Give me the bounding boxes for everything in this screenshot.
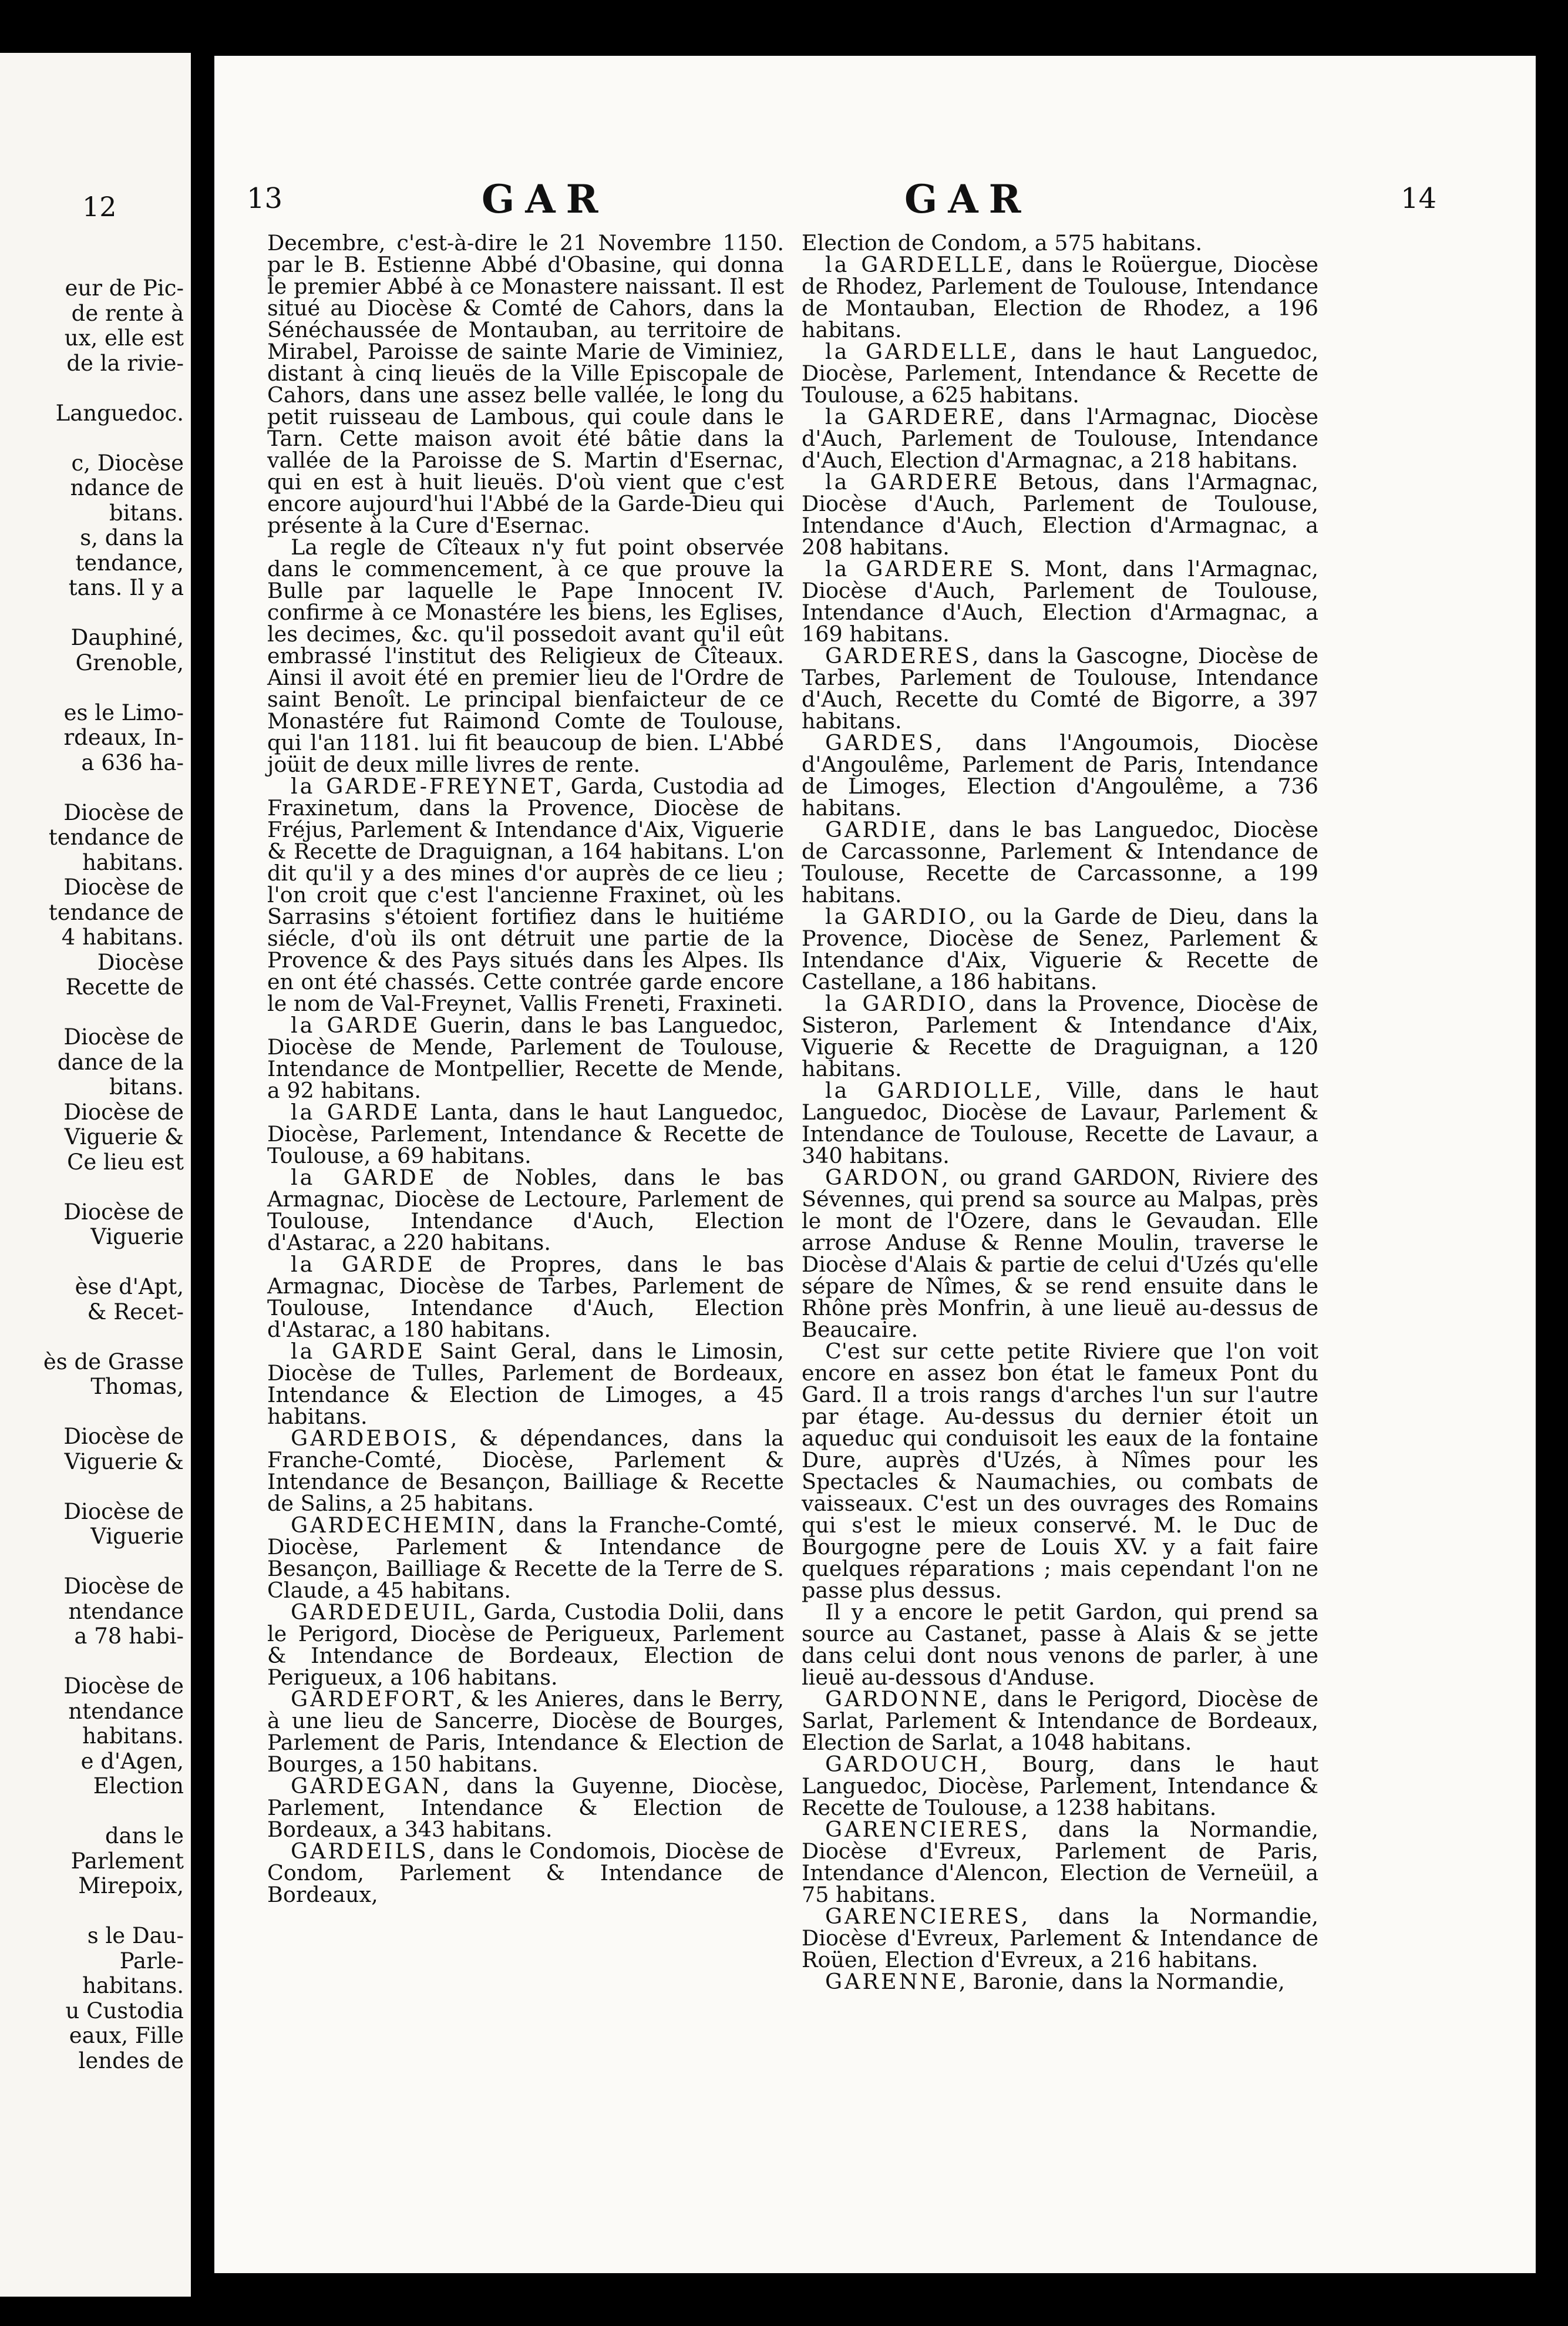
previous-page-line: Thomas, — [90, 1374, 184, 1399]
entry-text: La regle de Cîteaux n'y fut point observée dans le commencement, à ce que prouve la Bulle par laquelle le Pape Innocent IV. confirme à ce Monastére les biens, les Eglises, les decimes, &c. qu'il possedoit avant qu'il eût embrassé l'institut des Religieux de Cîteaux. Ainsi il avoit été en premier lieu de l'Ordre de saint Benoît. Le principal bienfaicteur de ce Monastére fut Raimond Comte de Toulouse, qui l'an 1181. lui fit beaucoup de bien. L'Abbé joüit de deux mille livres de rente. — [267, 535, 784, 777]
book-gutter — [191, 0, 214, 2326]
previous-page-line: s, dans la — [80, 525, 184, 550]
entry-headword: GARDEILS — [291, 1838, 429, 1864]
entry-headword: la GARDIOLLE — [825, 1078, 1035, 1103]
entry-text: Lanta, dans le haut Languedoc, Diocèse, Parlement, Intendance & Recette de Toulouse, a 69 habitans. — [267, 1100, 784, 1168]
previous-page-line — [0, 426, 191, 451]
dictionary-entry — [802, 1971, 1318, 1992]
dictionary-entry — [802, 819, 1318, 906]
previous-page-line — [0, 1250, 191, 1275]
entry-headword: GARDIE — [825, 817, 930, 842]
entry-headword: GARDECHEMIN — [291, 1512, 499, 1538]
column-left — [267, 232, 784, 1905]
dictionary-entry — [267, 1775, 784, 1840]
entry-headword: la GARDE — [291, 1339, 425, 1364]
previous-page-line: Diocèse de — [63, 875, 184, 900]
previous-page-line: tans. Il y a — [68, 575, 184, 600]
previous-page-line: Diocèse de — [63, 1024, 184, 1050]
previous-page-line: Election — [93, 1773, 184, 1799]
entry-headword: GARDONNE — [825, 1686, 981, 1712]
entry-text: , & les Anieres, dans le Berry, à une lieu de Sancerre, Diocèse de Bourges, Parlement de Paris, Intendance & Election de Bourges, a 150 habitans. — [267, 1686, 784, 1777]
entry-headword: GARDEGAN — [291, 1773, 443, 1799]
previous-page-line: Viguerie & — [64, 1124, 184, 1149]
previous-page-line: dans le — [105, 1823, 184, 1848]
previous-page-line: Viguerie — [90, 1524, 184, 1549]
previous-page-line: u Custodia — [65, 1998, 184, 2024]
entry-headword: la GARDELLE — [825, 252, 1006, 277]
entry-text: , dans le Perigord, Diocèse de Sarlat, Parlement & Intendance de Bordeaux, Election de Sarlat, a 1048 habitans. — [802, 1686, 1318, 1755]
running-head-right: GAR — [904, 176, 1032, 222]
entry-headword: la GARDERE — [825, 404, 998, 429]
previous-page-line: a 78 habi- — [74, 1624, 184, 1649]
previous-page-line: ntendance — [68, 1698, 184, 1724]
dictionary-entry — [267, 1101, 784, 1167]
entry-headword: la GARDE — [291, 1165, 437, 1190]
dictionary-entry — [267, 1253, 784, 1340]
dictionary-entry — [802, 1819, 1318, 1905]
dictionary-entry — [267, 1340, 784, 1427]
dictionary-entry — [802, 645, 1318, 732]
previous-page-line: 4 habitans. — [61, 925, 184, 950]
entry-text: , dans l'Armagnac, Diocèse d'Auch, Parlement de Toulouse, Intendance d'Auch, Election d'Armagnac, a 218 habitans. — [802, 404, 1318, 473]
previous-page-number: 12 — [82, 191, 117, 223]
previous-page-line: Viguerie & — [64, 1448, 184, 1474]
previous-page-line — [0, 1474, 191, 1500]
page-number-right: 14 — [1401, 182, 1437, 215]
previous-page-line: Languedoc. — [55, 400, 184, 426]
entry-text: , dans la Guyenne, Diocèse, Parlement, Intendance & Election de Bordeaux, a 343 habitans. — [267, 1773, 784, 1842]
previous-page-line: de la rivie- — [66, 350, 184, 376]
previous-page-line: e d'Agen, — [80, 1748, 184, 1774]
previous-page-line — [0, 376, 191, 401]
entry-text: , dans la Franche-Comté, Diocèse, Parlement & Intendance de Besançon, Bailliage & Recette de la Terre de S. Claude, a 45 habitans. — [267, 1512, 784, 1603]
previous-page-fragment — [0, 53, 191, 2297]
entry-headword: GARDEFORT — [291, 1686, 456, 1712]
entry-headword: GARDON — [825, 1165, 942, 1190]
previous-page-line: ndance de — [70, 475, 184, 500]
previous-page-line: Mirepoix, — [78, 1873, 184, 1898]
previous-page-line: de rente à — [71, 300, 184, 326]
previous-page-line — [0, 1400, 191, 1425]
entry-headword: GARDEDEUIL — [291, 1599, 470, 1625]
dictionary-entry — [802, 558, 1318, 645]
previous-page-line: Viguerie — [90, 1224, 184, 1249]
entry-headword: la GARDE — [291, 1013, 420, 1038]
dictionary-entry — [802, 1601, 1318, 1688]
previous-page-line: Recette de — [65, 974, 184, 1000]
entry-text: S. Mont, dans l'Armagnac, Diocèse d'Auch, Parlement de Toulouse, Intendance d'Auch, Election d'Armagnac, a 169 habitans. — [802, 556, 1318, 647]
dictionary-entry — [802, 1080, 1318, 1167]
page-number-left: 13 — [247, 182, 283, 215]
entry-text: , dans la Normandie, Diocèse d'Evreux, Parlement de Paris, Intendance d'Alencon, Election de Verneüil, a 75 habitans. — [802, 1817, 1318, 1907]
entry-text: Guerin, dans le bas Languedoc, Diocèse de Mende, Parlement de Toulouse, Intendance de Montpellier, Recette de Mende, a 92 habitans. — [267, 1013, 784, 1103]
entry-text: , ou la Garde de Dieu, dans la Provence, Diocèse de Senez, Parlement & Intendance d'Aix, Viguerie & Recette de Castellane, a 186 habitans. — [802, 904, 1318, 994]
previous-page-line: s le Dau- — [87, 1923, 184, 1948]
previous-page-line: Diocèse — [97, 949, 184, 975]
dictionary-entry — [802, 1167, 1318, 1340]
entry-text: , Baronie, dans la Normandie, — [959, 1969, 1285, 1994]
previous-page-line — [0, 1899, 191, 1924]
previous-page-line: èse d'Apt, — [75, 1274, 184, 1299]
entry-text: , dans la Normandie, Diocèse d'Evreux, Parlement & Intendance de Roüen, Election d'Evreux, a 216 habitans. — [802, 1904, 1318, 1972]
previous-page-line — [0, 1175, 191, 1200]
previous-page-line: es le Limo- — [63, 700, 184, 725]
previous-page-line — [0, 1549, 191, 1575]
previous-page-line: tendance, — [75, 550, 184, 576]
dictionary-entry — [802, 341, 1318, 406]
previous-page-line — [0, 1325, 191, 1350]
dictionary-entry — [267, 1427, 784, 1514]
previous-page-line — [0, 601, 191, 626]
dictionary-entry — [267, 775, 784, 1014]
previous-page-line: c, Diocèse — [71, 450, 184, 476]
dictionary-entry — [802, 232, 1318, 254]
entry-text: , dans le Condomois, Diocèse de Condom, Parlement & Intendance de Bordeaux, — [267, 1838, 784, 1907]
dictionary-entry — [802, 406, 1318, 471]
entry-text: C'est sur cette petite Riviere que l'on voit encore en assez bon état le fameux Pont du Gard. Il a trois rangs d'arches l'un sur l'autre par étage. Au-dessus du dernier étoit un aqueduc qui conduisoit les eaux de la fontaine Dure, auprès d'Uzés, à Nîmes pour les Spectacles & Naumachies, ou combats de vaisseaux. C'est un des ouvrages des Romains qui s'est le mieux conservé. M. le Duc de Bourgogne pere de Louis XV. y a fait faire quelques réparations ; mais cependant l'on ne passe plus dessus. — [802, 1339, 1318, 1603]
previous-page-line — [0, 775, 191, 801]
dictionary-entry — [267, 1514, 784, 1601]
entry-headword: GARENNE — [825, 1969, 960, 1994]
entry-text: , dans la Gascogne, Diocèse de Tarbes, Parlement de Toulouse, Intendance d'Auch, Recette du Comté de Bigorre, a 397 habitans. — [802, 643, 1318, 734]
previous-page-line — [0, 1649, 191, 1675]
previous-page-line: Diocèse de — [63, 1099, 184, 1125]
entry-text: , Garda, Custodia ad Fraxinetum, dans la Provence, Diocèse de Fréjus, Parlement & Intendance d'Aix, Viguerie & Recette de Draguignan, a 164 habitans. L'on dit qu'il y a des mines d'or auprès de ce lieu ; l'on croit que c'est l'ancienne Fraxinet, où les Sarrasins s'étoient fortifiez dans le huitiéme siécle, d'où ils ont détruit une partie de la Provence & des Pays situés dans les Alpes. Ils en ont été chassés. Cette contrée garde encore le nom de Val-Freynet, Vallis Freneti, Fraxineti. — [267, 774, 784, 1016]
entry-text: Saint Geral, dans le Limosin, Diocèse de Tulles, Parlement de Bordeaux, Intendance & Election de Limoges, a 45 habitans. — [267, 1339, 784, 1429]
entry-headword: GARENCIERES — [825, 1817, 1021, 1842]
previous-page-line: bitans. — [109, 500, 184, 526]
entry-headword: GARDES — [825, 730, 936, 755]
previous-page-line: tendance de — [48, 899, 184, 925]
entry-text: , & dépendances, dans la Franche-Comté, Diocèse, Parlement & Intendance de Besançon, Bailliage & Recette de Salins, a 25 habitans. — [267, 1426, 784, 1516]
previous-page-line: ès de Grasse — [43, 1349, 184, 1374]
dictionary-entry — [267, 1014, 784, 1101]
previous-page-line — [0, 675, 191, 701]
previous-page-line — [0, 1799, 191, 1824]
entry-text: , Ville, dans le haut Languedoc, Diocèse de Lavaur, Parlement & Intendance de Toulouse, Recette de Lavaur, a 340 habitans. — [802, 1078, 1318, 1168]
entry-headword: la GARDIO — [825, 991, 969, 1016]
dictionary-entry — [267, 1688, 784, 1775]
entry-text: , dans la Provence, Diocèse de Sisteron, Parlement & Intendance d'Aix, Viguerie & Recette de Draguignan, a 120 habitans. — [802, 991, 1318, 1081]
previous-page-line: ntendance — [68, 1598, 184, 1624]
previous-page-line: Grenoble, — [75, 650, 184, 675]
dictionary-entry — [802, 732, 1318, 819]
book-spread-page — [214, 56, 1536, 2273]
previous-page-line: habitans. — [82, 849, 184, 875]
entry-text: Decembre, c'est-à-dire le 21 Novembre 1150. par le B. Estienne Abbé d'Obasine, qui donna le premier Abbé à ce Monastere naissant. Il est situé au Diocèse & Comté de Cahors, dans la Sénéchaussée de Montauban, au territoire de Mirabel, Paroisse de sainte Marie de Viminiez, distant à cinq lieuës de la Ville Episcopale de Cahors, dans une assez belle vallée, le long du petit ruisseau de Lambous, qui coule dans le Tarn. Cette maison avoit été bâtie dans la vallée de la Paroisse de S. Martin d'Esernac, qui en est à huit lieuës. D'où vient que c'est encore aujourd'hui l'Abbé de la Garde-Dieu qui présente à la Cure d'Esernac. — [267, 230, 784, 538]
previous-page-line: habitans. — [82, 1973, 184, 1998]
entry-text: , Garda, Custodia Dolii, dans le Perigord, Diocèse de Perigueux, Parlement & Intendance de Bordeaux, Election de Perigueux, a 106 habitans. — [267, 1599, 784, 1690]
entry-text: , dans le bas Languedoc, Diocèse de Carcassonne, Parlement & Intendance de Toulouse, Recette de Carcassonne, a 199 habitans. — [802, 817, 1318, 907]
dictionary-entry — [267, 1167, 784, 1253]
previous-page-line: eur de Pic- — [65, 275, 184, 301]
previous-page-line: Parle- — [119, 1948, 184, 1974]
previous-page-line: Parlement — [70, 1848, 184, 1874]
dictionary-entry — [267, 1601, 784, 1688]
previous-page-line: Diocèse de — [63, 1673, 184, 1699]
entry-headword: GARDOUCH — [825, 1752, 981, 1777]
dictionary-entry — [267, 232, 784, 536]
previous-page-line: Diocèse de — [63, 1424, 184, 1449]
previous-page-line: bitans. — [109, 1074, 184, 1100]
previous-page-line: & Recet- — [87, 1299, 184, 1325]
dictionary-entry — [802, 1340, 1318, 1601]
column-right — [802, 232, 1318, 1992]
entry-headword: GARENCIERES — [825, 1904, 1021, 1929]
dictionary-entry — [802, 471, 1318, 558]
entry-text: de Nobles, dans le bas Armagnac, Diocèse de Lectoure, Parlement de Toulouse, Intendance d'Auch, Election d'Astarac, a 220 habitans. — [267, 1165, 784, 1255]
entry-headword: la GARDE — [291, 1100, 420, 1125]
previous-page-line: Diocèse de — [63, 1199, 184, 1225]
entry-text: , dans l'Angoumois, Diocèse d'Angoulême, Parlement de Paris, Intendance de Limoges, Election d'Angoulême, a 736 habitans. — [802, 730, 1318, 821]
previous-page-text — [0, 276, 191, 2073]
entry-text: Election de Condom, a 575 habitans. — [802, 230, 1203, 256]
entry-headword: GARDERES — [825, 643, 973, 668]
dictionary-entry — [802, 254, 1318, 341]
dictionary-entry — [802, 1905, 1318, 1971]
previous-page-line: dance de la — [57, 1049, 184, 1075]
entry-text: , dans le haut Languedoc, Diocèse, Parlement, Intendance & Recette de Toulouse, a 625 habitans. — [802, 339, 1318, 408]
previous-page-line: lendes de — [78, 2048, 184, 2073]
previous-page-line: Ce lieu est — [67, 1149, 184, 1175]
entry-headword: la GARDELLE — [825, 339, 1010, 364]
previous-page-line: Diocèse de — [63, 1574, 184, 1599]
dictionary-entry — [267, 1840, 784, 1905]
dictionary-entry — [267, 536, 784, 775]
entry-headword: la GARDE-FREYNET — [291, 774, 556, 799]
running-head-left: GAR — [482, 176, 609, 222]
dictionary-entry — [802, 906, 1318, 993]
entry-text: , dans le Roüergue, Diocèse de Rhodez, Parlement de Toulouse, Intendance de Montauban, Election de Rhodez, a 196 habitans. — [802, 252, 1318, 342]
previous-page-line: tendance de — [48, 825, 184, 850]
dictionary-entry — [802, 1753, 1318, 1819]
entry-text: Betous, dans l'Armagnac, Diocèse d'Auch, Parlement de Toulouse, Intendance d'Auch, Election d'Armagnac, a 208 habitans. — [802, 469, 1318, 560]
dictionary-entry — [802, 993, 1318, 1080]
previous-page-line: ux, elle est — [64, 325, 184, 351]
previous-page-line: a 636 ha- — [81, 749, 184, 775]
entry-headword: la GARDIO — [825, 904, 969, 929]
entry-headword: la GARDE — [291, 1252, 435, 1277]
entry-text: de Propres, dans le bas Armagnac, Diocèse de Tarbes, Parlement de Toulouse, Intendance d'Auch, Election d'Astarac, a 180 habitans. — [267, 1252, 784, 1342]
entry-text: , ou grand GARDON, Riviere des Sévennes, qui prend sa source au Malpas, près le mont de l'Ozere, dans le Gevaudan. Elle arrose Anduse & Renne Moulin, traverse le Diocèse d'Alais & partie de celui d'Uzés qu'elle sépare de Nîmes, & se rend ensuite dans le Rhône près Monfrin, à une lieuë au-dessus de Beaucaire. — [802, 1165, 1318, 1342]
entry-text: Il y a encore le petit Gardon, qui prend sa source au Castanet, passe à Alais & se jette dans celui dont nous venons de parler, à une lieuë au-dessous d'Anduse. — [802, 1599, 1318, 1690]
previous-page-line: Dauphiné, — [70, 625, 184, 650]
entry-headword: GARDEBOIS — [291, 1426, 450, 1451]
entry-text: , Bourg, dans le haut Languedoc, Diocèse, Parlement, Intendance & Recette de Toulouse, a 1238 habitans. — [802, 1752, 1318, 1820]
previous-page-line — [0, 1000, 191, 1026]
previous-page-line: eaux, Fille — [69, 2023, 184, 2048]
entry-headword: la GARDERE — [825, 469, 1000, 495]
previous-page-line: Diocèse de — [63, 799, 184, 825]
dictionary-entry — [802, 1688, 1318, 1753]
previous-page-line: rdeaux, In- — [63, 725, 184, 750]
previous-page-line: Diocèse de — [63, 1498, 184, 1524]
entry-headword: la GARDERE — [825, 556, 996, 582]
previous-page-line: habitans. — [82, 1723, 184, 1749]
